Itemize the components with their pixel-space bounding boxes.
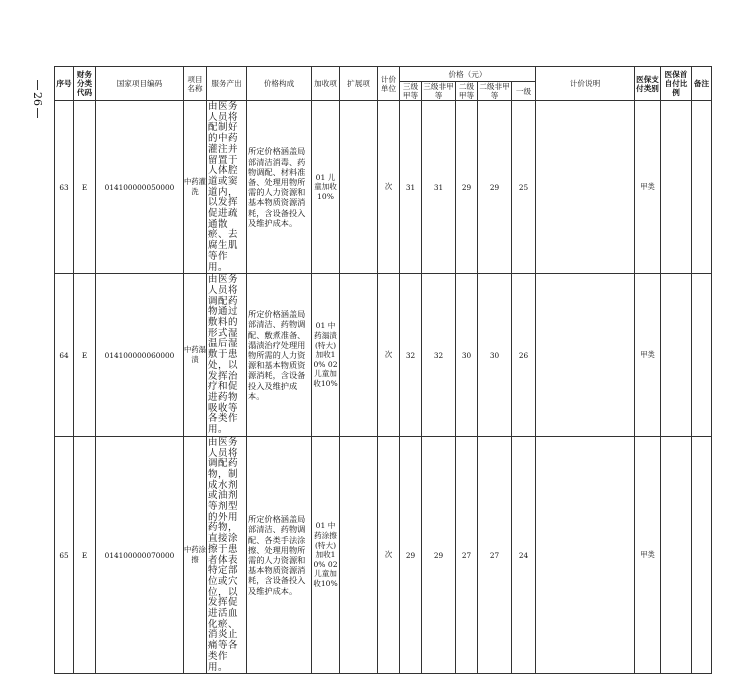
cell-copay-ratio [661,436,692,673]
cell-price-level1: 24 [512,436,536,673]
cell-price-level3-a: 31 [400,101,422,274]
cell-service-output: 由医务人员将调配药物，制成水剂或油剂等剂型的外用药物，直接涂擦于患者体表特定部位或穴位，以发挥促进活血化瘀、消炎止痛等各类作用。 [207,436,247,673]
header-extension: 扩展项 [340,67,378,101]
cell-price-level3-a: 32 [400,274,422,437]
cell-price-level3-a: 29 [400,436,422,673]
cell-unit: 次 [378,101,400,274]
header-insurance-class: 医保支付类别 [635,67,661,101]
cell-unit: 次 [378,274,400,437]
cell-pricing-note [536,436,635,673]
cell-national-code: 014100000050000 [96,101,184,274]
cell-remarks [692,274,712,437]
cell-price-level2-non-a: 29 [478,101,512,274]
header-level2-a: 二级甲等 [456,82,478,101]
header-price-group: 价格（元） [400,67,536,82]
page-number-dash-top [37,80,38,90]
cell-national-code: 014100000070000 [96,436,184,673]
header-price-composition: 价格构成 [247,67,312,101]
table-row [55,436,712,673]
cell-price-level3-non-a: 29 [422,436,456,673]
cell-price-level2-a: 30 [456,274,478,437]
header-remarks: 备注 [692,67,712,101]
cell-price-level2-a: 27 [456,436,478,673]
cell-insurance-class: 甲类 [635,101,661,274]
header-item-name: 项目名称 [184,67,207,101]
cell-item-name: 中药灌洗 [184,101,207,274]
cell-service-output: 由医务人员将配制好的中药灌注并留置于人体腔道或窦道内，以发挥促进疏通散瘀、去腐生肌等作用。 [207,101,247,274]
header-seq: 序号 [55,67,74,101]
cell-service-output: 由医务人员将调配药物通过敷料的形式湿温后湿敷于患处，以发挥治疗和促进药物吸收等各类作用。 [207,274,247,437]
cell-price-level2-non-a: 27 [478,436,512,673]
cell-item-name: 中药溻渍 [184,274,207,437]
cell-extension [340,274,378,437]
header-level2-non-a: 二级非甲等 [479,82,510,100]
cell-remarks [692,101,712,274]
cell-unit: 次 [378,436,400,673]
cell-seq: 64 [55,274,74,437]
cell-pricing-note [536,101,635,274]
cell-extension [340,101,378,274]
cell-remarks [692,436,712,673]
header-fin-code: 财务分类代码 [74,67,96,101]
cell-fin-code: E [74,436,96,673]
cell-item-name: 中药涂擦 [184,436,207,673]
header-service-output: 服务产出 [207,67,247,101]
cell-insurance-class: 甲类 [635,274,661,437]
header-national-code: 国家项目编码 [96,67,184,101]
cell-price-composition: 所定价格涵盖局部清洁、药物调配、各类手法涂擦、处理用物所需的人力资源和基本物质资源消耗，含设备投入及维护成本。 [247,436,312,673]
cell-surcharge: 01 中药溻渍(特大)加收10% 02 儿童加收10% [312,274,340,437]
cell-pricing-note [536,274,635,437]
cell-surcharge: 01 中药涂擦(特大)加收10% 02 儿童加收10% [312,436,340,673]
cell-price-level3-non-a: 31 [422,101,456,274]
cell-price-level2-non-a: 30 [478,274,512,437]
cell-price-composition: 所定价格涵盖局部清洁消毒、药物调配、材料准备、处理用物所需的人力资源和基本物质资源消耗，含设备投入及维护成本。 [247,101,312,274]
cell-seq: 63 [55,101,74,274]
cell-extension [340,436,378,673]
cell-copay-ratio [661,274,692,437]
page-number-text: 26 [31,92,44,106]
cell-price-composition: 所定价格涵盖局部清洁、药物调配、敷煮准备、溻渍治疗处理用物所需的人力资源和基本物质资源消耗，含设备投入及维护成本。 [247,274,312,437]
cell-seq: 65 [55,436,74,673]
cell-price-level1: 25 [512,101,536,274]
cell-copay-ratio [661,101,692,274]
cell-surcharge: 01 儿童加收10% [312,101,340,274]
cell-fin-code: E [74,101,96,274]
page-number [30,78,44,120]
header-level1: 一级 [512,82,536,101]
cell-price-level3-non-a: 32 [422,274,456,437]
header-copay-ratio: 医保首自付比例 [661,67,692,101]
price-table [54,66,712,674]
cell-fin-code: E [74,274,96,437]
header-unit: 计价单位 [378,67,400,101]
header-level3-non-a: 三级非甲等 [423,82,454,100]
cell-national-code: 014100000060000 [96,274,184,437]
header-level3-a: 三级甲等 [400,82,422,101]
header-pricing-note: 计价说明 [536,67,635,101]
cell-price-level2-a: 29 [456,101,478,274]
cell-price-level1: 26 [512,274,536,437]
table-row [55,274,712,437]
cell-insurance-class: 甲类 [635,436,661,673]
header-surcharge: 加收项 [312,67,340,101]
page-number-dash-bottom [37,108,38,118]
table-row [55,101,712,274]
